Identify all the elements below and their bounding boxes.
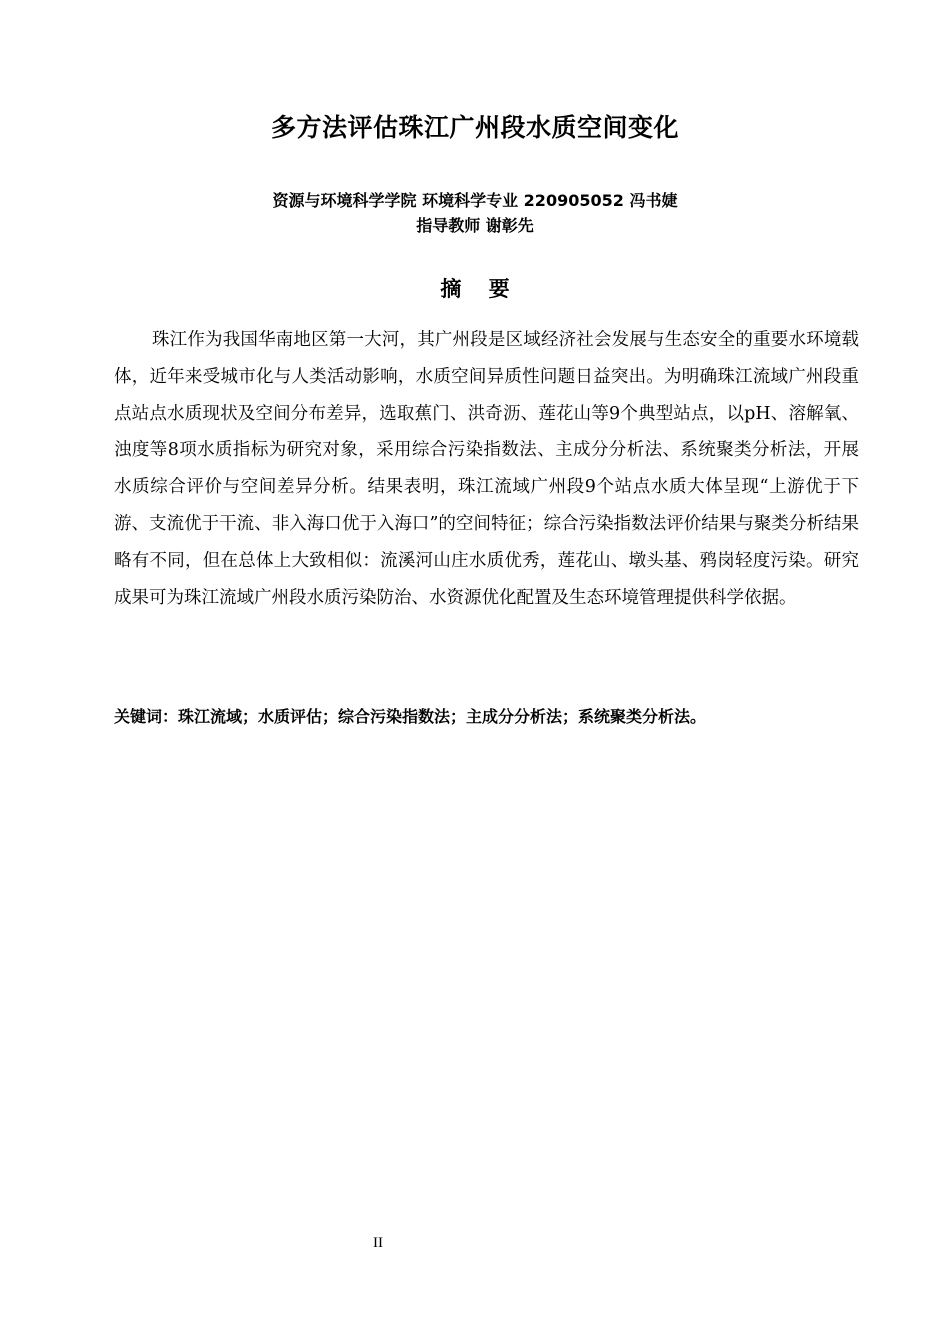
abstract-body: 珠江作为我国华南地区第一大河，其广州段是区域经济社会发展与生态安全的重要水环境载体，近年来受城市化与人类活动影响，水质空间异质性问题日益突出。为明确珠江流域广州段重点站点水质现状及空间分布差异，选取蕉门、洪奇沥、莲花山等9个典型站点，以pH、溶解氧、浊度等8项水质指标为研究对象，采用综合污染指数法、主成分分析法、系统聚类分析法，开展水质综合评价与空间差异分析。结果表明，珠江流域广州段9个站点水质大体呈现“上游优于下游、支流优于干流、非入海口优于入海口”的空间特征；综合污染指数法评价结果与聚类分析结果略有不同，但在总体上大致相似：流溪河山庄水质优秀，莲花山、墩头基、鸦岗轻度污染。研究成果可为珠江流域广州段水质污染防治、水资源优化配置及生态环境管理提供科学依据。 [114, 330, 859, 608]
advisor-info: 指导教师 谢彰先 [416, 216, 534, 235]
abstract-heading: 摘 要 [440, 277, 520, 301]
keywords: 关键词：珠江流域；水质评估；综合污染指数法；主成分分析法；系统聚类分析法。 [114, 707, 707, 726]
author-info: 资源与环境科学学院 环境科学专业 220905052 冯书婕 [272, 191, 678, 210]
page-number: II [373, 1235, 383, 1251]
paper-title: 多方法评估珠江广州段水质空间变化 [270, 113, 679, 142]
